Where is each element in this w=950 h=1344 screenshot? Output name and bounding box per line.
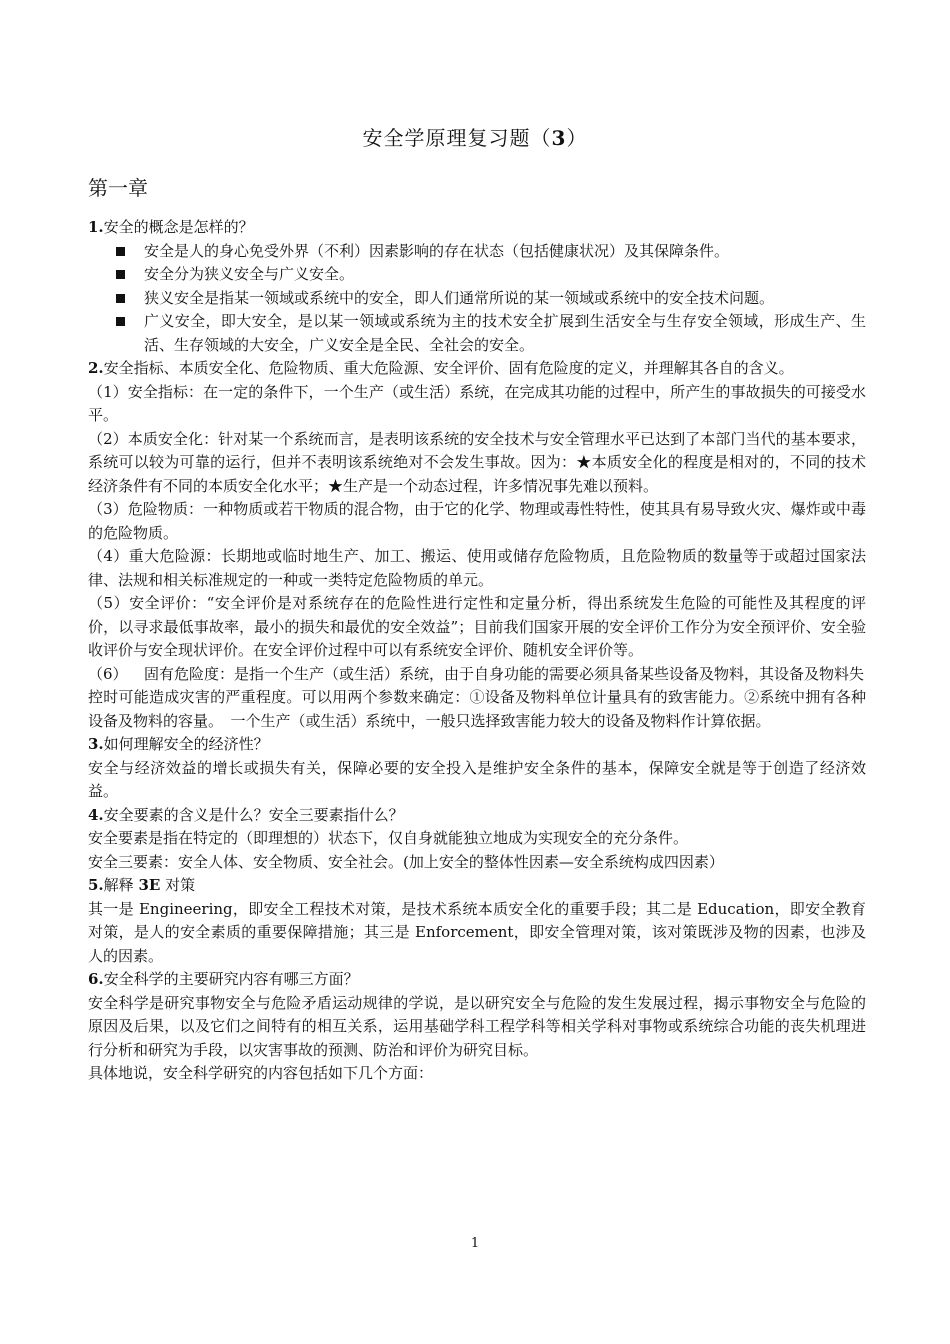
answer-paragraph: （2）本质安全化：针对某一个系统而言，是表明该系统的安全技术与安全管理水平已达到了本部门当代的基本要求，系统可以较为可靠的运行，但并不表明该系统绝对不会发生事故。因为：★本质安全化的程度是相对的，不同的技术经济条件有不同的本质安全化水平；★生产是一个动态过程，许多情况事先难以预料。 [88,429,866,495]
question-5 [88,874,866,898]
list-item [88,240,866,264]
page-title [0,124,950,152]
answer-paragraph: 安全三要素：安全人体、安全物质、安全社会。(加上安全的整体性因素—安全系统构成四因素） [88,852,724,871]
title-number: 3 [551,126,567,150]
document-body [88,216,866,1086]
answer-paragraph: 安全与经济效益的增长或损失有关，保障必要的安全投入是维护安全条件的基本，保障安全就是等于创造了经济效益。 [88,758,866,800]
item-text: 固有危险度：是指一个生产（或生活）系统，由于自身功能的需要必须具备某些设备及物料，其设备及物料失 [144,664,865,683]
list-item [88,287,866,311]
question-number: 1. [88,218,104,236]
list-item [88,263,866,287]
question-number: 2. [88,359,104,377]
item-number: （6） [88,664,128,683]
bullet-text: 安全是人的身心免受外界（不利）因素影响的存在状态（包括健康状况）及其保障条件。 [144,241,730,260]
title-close: ） [566,126,588,150]
square-bullet-icon [116,317,125,326]
bullet-list [88,240,866,358]
list-item [88,310,866,357]
question-text: 安全的概念是怎样的？ [103,218,254,236]
square-bullet-icon [116,247,125,256]
question-text: 安全要素的含义是什么？安全三要素指什么？ [103,805,404,824]
square-bullet-icon [116,270,125,279]
answer-paragraph-numbered [88,663,866,687]
question-text-bold: 3E [138,876,161,894]
answer-paragraph: 安全科学是研究事物安全与危险矛盾运动规律的学说，是以研究安全与危险的发生发展过程，揭示事物安全与危险的原因及后果，以及它们之间特有的相互关系，运用基础学科工程学科等相关学科对事物或系统综合功能的丧失机理进行分析和研究为手段，以灾害事故的预测、防治和评价为研究目标。 [88,993,866,1059]
question-number: 5. [88,876,104,894]
answer-paragraph: （1）安全指标：在一定的条件下，一个生产（或生活）系统，在完成其功能的过程中，所产生的事故损失的可接受水平。 [88,382,866,424]
question-2 [88,357,866,381]
question-number: 4. [88,805,104,824]
question-number: 6. [88,970,104,988]
question-text: 如何理解安全的经济性？ [103,735,269,753]
question-text: 安全指标、本质安全化、危险物质、重大危险源、安全评价、固有危险度的定义，并理解其各自的含义。 [103,359,794,377]
page-number: 1 [470,1236,480,1251]
answer-paragraph: 安全要素是指在特定的（即理想的）状态下，仅自身就能独立地成为实现安全的充分条件。 [88,829,689,847]
question-text: 对策 [160,876,196,894]
bullet-text: 安全分为狭义安全与广义安全。 [144,265,355,283]
answer-paragraph: 控时可能造成灾害的严重程度。可以用两个参数来确定：①设备及物料单位计量具有的致害能力。②系统中拥有各种设备及物料的容量。 一个生产（或生活）系统中，一般只选择致害能力较大的设备及物料作计算依据。 [88,688,866,730]
question-text: 解释 [103,876,139,894]
question-number: 3. [88,735,104,753]
answer-paragraph: （5）安全评价：“安全评价是对系统存在的危险性进行定性和定量分析，得出系统发生危险的可能性及其程度的评价，以寻求最低事故率，最小的损失和最优的安全效益”；目前我们国家开展的安全评价工作分为安全预评价、安全验收评价与安全现状评价。在安全评价过程中可以有系统安全评价、随机安全评价等。 [88,594,866,659]
answer-paragraph: （4）重大危险源：长期地或临时地生产、加工、搬运、使用或储存危险物质，且危险物质的数量等于或超过国家法律、法规和相关标准规定的一种或一类特定危险物质的单元。 [88,547,866,589]
answer-paragraph: 其一是 Engineering，即安全工程技术对策，是技术系统本质安全化的重要手段；其二是 Education，即安全教育对策，是人的安全素质的重要保障措施；其三是 Enforcement，即安全管理对策，该对策既涉及物的因素，也涉及人的因素。 [88,899,866,965]
chapter-heading: 第一章 [88,176,148,200]
bullet-text: 狭义安全是指某一领域或系统中的安全，即人们通常所说的某一领域或系统中的安全技术问题。 [144,288,775,307]
answer-paragraph: 具体地说，安全科学研究的内容包括如下几个方面： [88,1064,434,1082]
question-6 [88,968,866,992]
square-bullet-icon [116,294,125,303]
answer-paragraph: （3）危险物质：一种物质或若干物质的混合物，由于它的化学、物理或毒性特性，使其具有易导致火灾、爆炸或中毒的危险物质。 [88,500,866,542]
question-text: 安全科学的主要研究内容有哪三方面？ [103,970,359,988]
title-text: 安全学原理复习题（ [362,126,552,150]
question-1 [88,216,866,240]
question-3 [88,733,866,757]
bullet-text: 广义安全，即大安全，是以某一领域或系统为主的技术安全扩展到生活安全与生存安全领域，形成生产、生活、生存领域的大安全，广义安全是全民、全社会的安全。 [144,312,866,354]
question-4 [88,804,866,828]
